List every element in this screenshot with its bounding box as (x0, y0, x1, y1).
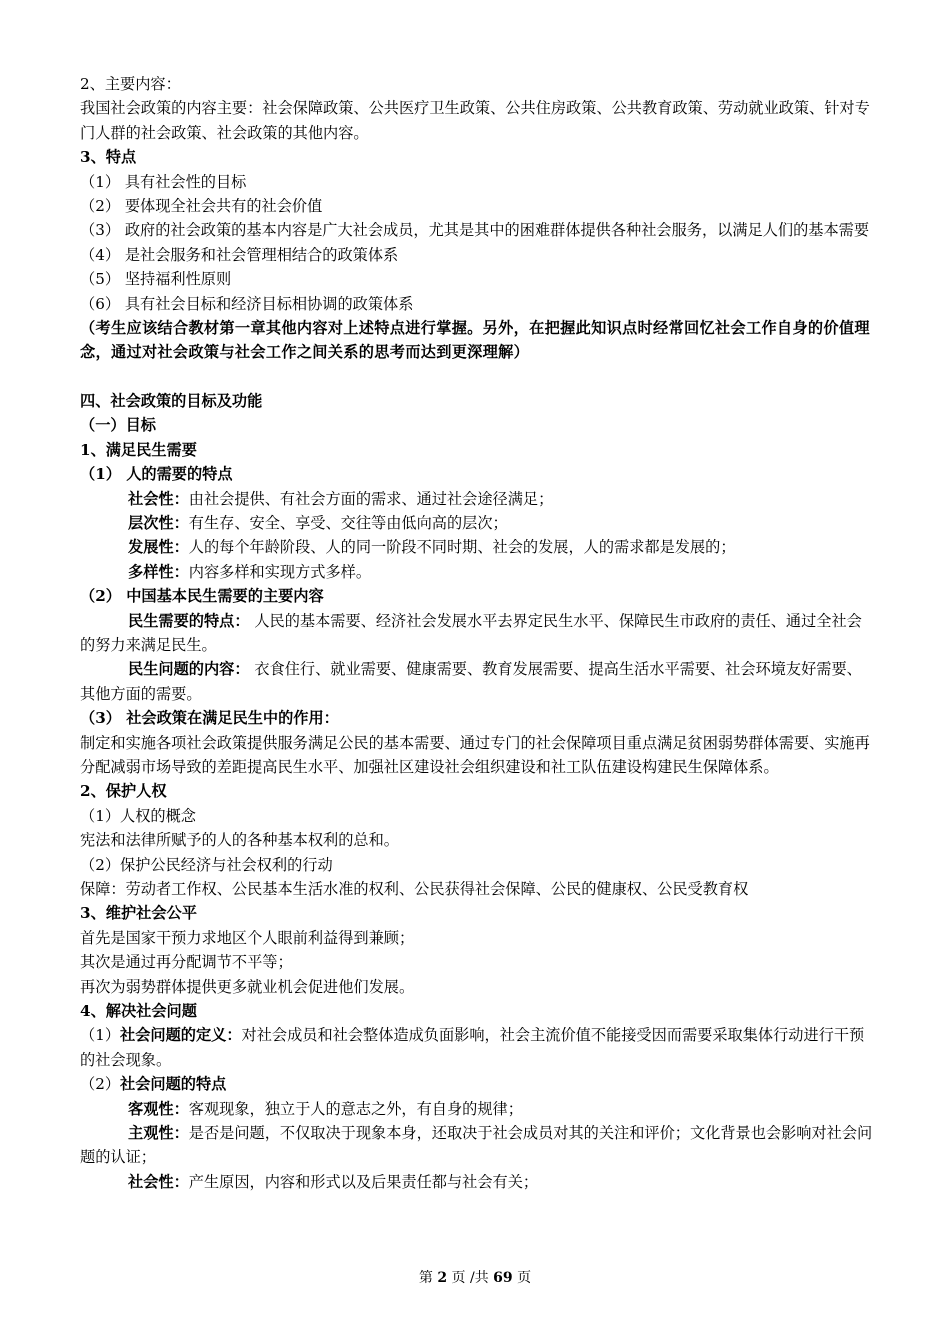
trait-label: 社会性： (128, 489, 189, 508)
def-text: 对社会成员和社会整体造成负面影响，社会主流价值不能接受因而需要采取集体行动进行干预的社会现象。 (80, 1026, 865, 1069)
needs-traits-heading: （1） 人的需要的特点 (80, 465, 233, 484)
content-body: 我国社会政策的内容主要：社会保障政策、公共医疗卫生政策、公共住房政策、公共教育政策、劳动就业政策、针对专门人群的社会政策、社会政策的其他内容。 (80, 99, 870, 142)
trait-text: 由社会提供、有社会方面的需求、通过社会途径满足； (188, 489, 554, 508)
policy-role-heading: （3） 社会政策在满足民生中的作用： (80, 709, 339, 728)
trait-text: 有生存、安全、享受、交往等由低向高的层次； (188, 513, 508, 532)
problem-trait-objective (80, 1097, 876, 1121)
trait-diversity (80, 560, 876, 584)
rights-actions-heading: （2）保护公民经济与社会权利的行动 (80, 855, 333, 874)
goals-subheading: （一）目标 (80, 416, 156, 435)
livelihood-problems (80, 657, 876, 706)
problems-label: 民生问题的内容： (128, 660, 250, 679)
feature-item: （6） 具有社会目标和经济目标相协调的政策体系 (80, 294, 414, 313)
policy-role-body: 制定和实施各项社会政策提供服务满足公民的基本需要、通过专门的社会保障项目重点满足贫困弱势群体需要、实施再分配减弱市场导致的差距提高民生水平、加强社区建设社会组织建设和社工队伍建设构建民生保障体系。 (80, 733, 870, 776)
social-problem-features-heading (80, 1072, 876, 1096)
goal1-heading: 1、满足民生需要 (80, 440, 197, 459)
trait-level (80, 511, 876, 535)
features-heading: 3、特点 (80, 148, 137, 167)
needs-text: 人民的基本需要、经济社会发展水平去界定民生水平、保障民生市政府的责任、通过全社会的努力来满足民生。 (80, 611, 862, 654)
def-prefix: （1） (80, 1026, 121, 1045)
feature-item: （5） 坚持福利性原则 (80, 270, 232, 289)
content-heading: 2、主要内容： (80, 75, 181, 93)
trait-label: 多样性： (128, 562, 189, 581)
trait-text: 人的每个年龄阶段、人的同一阶段不同时期、社会的发展，人的需求都是发展的； (188, 538, 736, 557)
trait-text: 客观现象，独立于人的意志之外，有自身的规律； (188, 1099, 523, 1118)
feat-label: 社会问题的特点 (120, 1075, 227, 1094)
trait-development (80, 535, 876, 559)
feature-item: （3） 政府的社会政策的基本内容是广大社会成员，尤其是其中的困难群体提供各种社会服务，以满足人们的基本需要 (80, 221, 870, 240)
trait-label: 发展性： (128, 538, 189, 557)
trait-label: 社会性： (128, 1172, 189, 1191)
trait-label: 客观性： (128, 1099, 189, 1118)
feature-item: （4） 是社会服务和社会管理相结合的政策体系 (80, 245, 399, 264)
section-four-heading: 四、社会政策的目标及功能 (80, 391, 263, 410)
study-note: （考生应该结合教材第一章其他内容对上述特点进行掌握。另外，在把握此知识点时经常回忆社会工作自身的价值理念，通过对社会政策与社会工作之间关系的思考而达到更深理解） (80, 319, 870, 362)
footer-middle: 页 /共 (447, 1270, 494, 1286)
problem-trait-social (80, 1170, 876, 1194)
social-problem-definition (80, 1023, 876, 1072)
goal2-heading: 2、保护人权 (80, 782, 167, 801)
trait-label: 层次性： (128, 513, 189, 532)
section-gap (80, 365, 876, 389)
footer-suffix: 页 (512, 1270, 532, 1286)
livelihood-needs-heading: （2） 中国基本民生需要的主要内容 (80, 587, 324, 606)
fairness-line: 其次是通过再分配调节不平等； (80, 953, 293, 972)
feature-item: （2） 要体现全社会共有的社会价值 (80, 197, 323, 216)
feat-prefix: （2） (80, 1075, 121, 1094)
document-page (80, 72, 876, 1194)
page-footer (0, 1268, 950, 1288)
footer-prefix: 第 (418, 1270, 438, 1286)
trait-text: 内容多样和实现方式多样。 (188, 562, 371, 581)
goal4-heading: 4、解决社会问题 (80, 1002, 197, 1021)
livelihood-needs-traits (80, 609, 876, 658)
problems-text: 衣食住行、就业需要、健康需要、教育发展需要、提高生活水平需要、社会环境友好需要、其他方面的需要。 (80, 660, 862, 703)
feature-item: （1） 具有社会性的目标 (80, 172, 247, 191)
human-rights-concept: （1）人权的概念 (80, 806, 196, 825)
page-number: 2 (437, 1270, 448, 1286)
page-total: 69 (493, 1270, 513, 1286)
human-rights-definition: 宪法和法律所赋予的人的各种基本权利的总和。 (80, 831, 399, 850)
trait-social (80, 487, 876, 511)
fairness-line: 首先是国家干预力求地区个人眼前利益得到兼顾； (80, 928, 415, 947)
def-label: 社会问题的定义： (120, 1026, 242, 1045)
trait-text: 是否是问题，不仅取决于现象本身，还取决于社会成员对其的关注和评价；文化背景也会影响对社会问题的认证； (80, 1124, 873, 1167)
goal3-heading: 3、维护社会公平 (80, 904, 197, 923)
trait-label: 主观性： (128, 1124, 189, 1143)
rights-actions-body: 保障：劳动者工作权、公民基本生活水准的权利、公民获得社会保障、公民的健康权、公民受教育权 (80, 880, 749, 898)
fairness-line: 再次为弱势群体提供更多就业机会促进他们发展。 (80, 977, 415, 996)
needs-label: 民生需要的特点： (128, 611, 250, 630)
problem-trait-subjective (80, 1121, 876, 1170)
trait-text: 产生原因，内容和形式以及后果责任都与社会有关； (188, 1172, 539, 1191)
